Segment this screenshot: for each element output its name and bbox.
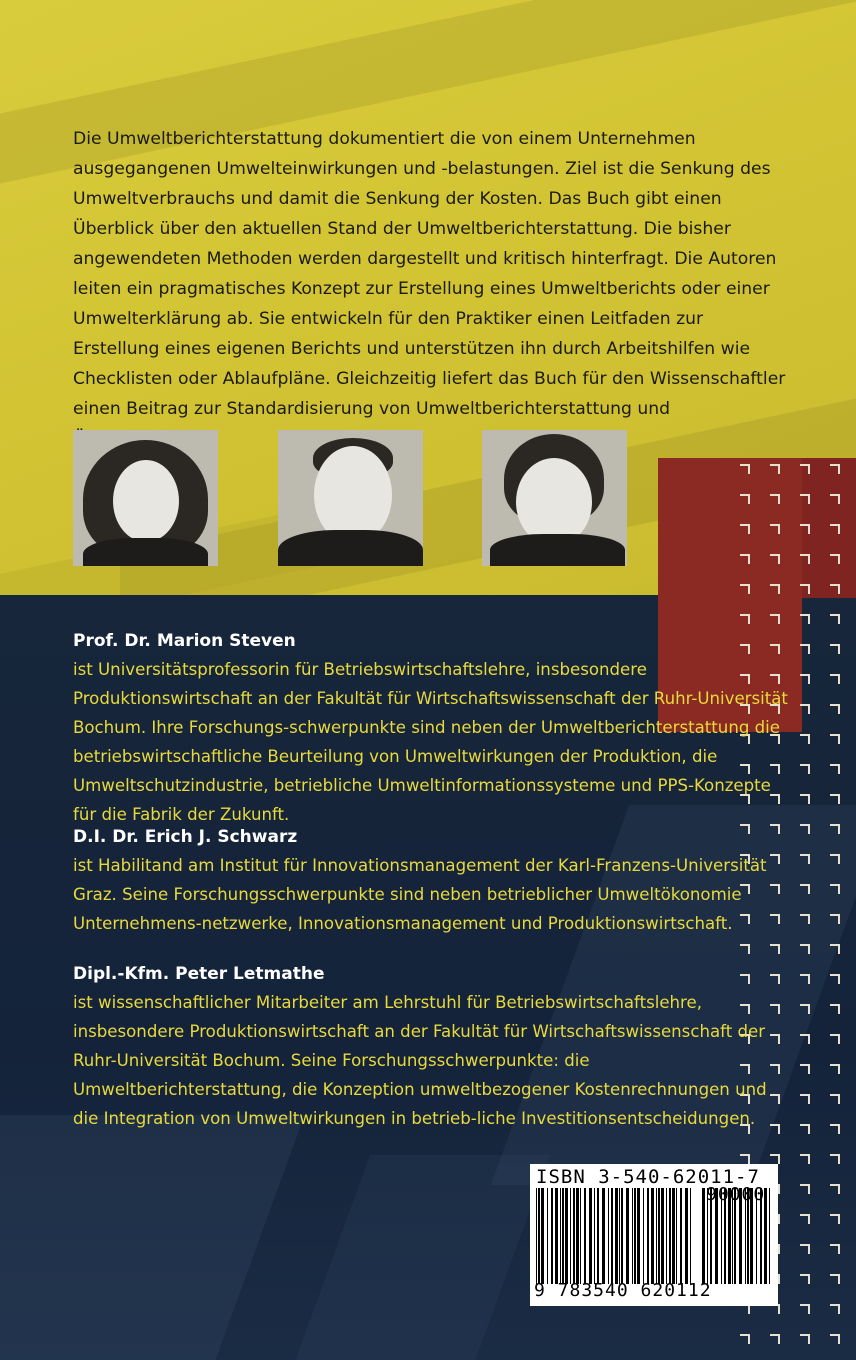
tick-mark bbox=[830, 1244, 840, 1254]
author-bio-2 bbox=[73, 823, 788, 938]
tick-mark bbox=[800, 644, 810, 654]
tick-mark bbox=[830, 614, 840, 624]
barcode-bar bbox=[656, 1188, 657, 1284]
barcode-bar bbox=[611, 1188, 613, 1284]
tick-mark bbox=[800, 554, 810, 564]
author-photo-2 bbox=[278, 430, 423, 566]
tick-mark bbox=[800, 734, 810, 744]
author-bio-text: ist wissenschaftlicher Mitarbeiter am Lehrstuhl für Betriebswirtschaftslehre, insbesondere Produktionswirtschaft an der Fakultät für Wirtschaftswissenschaft der Ruhr-Universität Bochum. Seine Forschungsschwerpunkte: die Umweltberichterstattung, die Konzeption umweltbezogener Kostenrechnungen und die Integration von Umweltwirkungen in betrieb-liche Investitionsentscheidungen. bbox=[73, 993, 767, 1128]
tick-mark bbox=[800, 1154, 810, 1164]
tick-mark bbox=[830, 464, 840, 474]
tick-mark bbox=[830, 1004, 840, 1014]
tick-mark bbox=[740, 1334, 750, 1344]
tick-mark bbox=[830, 1214, 840, 1224]
tick-mark bbox=[830, 704, 840, 714]
barcode-bar bbox=[570, 1188, 571, 1284]
barcode-bar bbox=[702, 1188, 705, 1284]
tick-mark bbox=[800, 704, 810, 714]
tick-mark bbox=[740, 524, 750, 534]
tick-mark bbox=[830, 644, 840, 654]
barcode-bar bbox=[680, 1188, 682, 1284]
tick-mark bbox=[800, 1184, 810, 1194]
barcode-bar bbox=[573, 1188, 575, 1284]
barcode-bar bbox=[565, 1188, 568, 1284]
barcode-bar bbox=[541, 1188, 544, 1284]
tick-mark bbox=[770, 584, 780, 594]
barcode-bar bbox=[643, 1188, 644, 1284]
author-name: Prof. Dr. Marion Steven bbox=[73, 631, 296, 651]
price-code: 90000 bbox=[706, 1184, 766, 1205]
barcode-bar bbox=[769, 1188, 770, 1284]
barcode-bar bbox=[602, 1188, 605, 1284]
barcode-bar bbox=[666, 1188, 667, 1284]
tick-mark bbox=[800, 1034, 810, 1044]
tick-mark bbox=[770, 464, 780, 474]
tick-mark bbox=[770, 494, 780, 504]
barcode-bar bbox=[576, 1188, 579, 1284]
author-bio-1 bbox=[73, 627, 788, 829]
barcode-bar bbox=[619, 1188, 620, 1284]
tick-mark bbox=[770, 1154, 780, 1164]
tick-mark bbox=[830, 1304, 840, 1314]
tick-mark bbox=[830, 1184, 840, 1194]
tick-mark bbox=[800, 824, 810, 834]
tick-mark bbox=[830, 554, 840, 564]
barcode-bar bbox=[647, 1188, 649, 1284]
tick-mark bbox=[800, 1274, 810, 1284]
barcode-bar bbox=[555, 1188, 558, 1284]
tick-mark bbox=[770, 1334, 780, 1344]
tick-mark bbox=[800, 1124, 810, 1134]
tick-mark bbox=[800, 764, 810, 774]
barcode-bar bbox=[669, 1188, 671, 1284]
tick-mark bbox=[830, 914, 840, 924]
tick-mark bbox=[740, 584, 750, 594]
isbn-barcode bbox=[530, 1164, 778, 1306]
ean-number: 9 783540 620112 bbox=[534, 1280, 712, 1301]
tick-mark bbox=[800, 674, 810, 684]
tick-mark bbox=[800, 1334, 810, 1344]
tick-mark bbox=[800, 914, 810, 924]
tick-mark bbox=[770, 614, 780, 624]
barcode-bar bbox=[584, 1188, 586, 1284]
tick-mark bbox=[830, 1124, 840, 1134]
tick-mark bbox=[800, 584, 810, 594]
tick-mark bbox=[740, 494, 750, 504]
isbn-label: ISBN 3-540-62011-7 bbox=[536, 1166, 760, 1188]
tick-mark bbox=[800, 1094, 810, 1104]
blurb-text: Die Umweltberichterstattung dokumentiert die von einem Unternehmen ausgegangenen Umwelteinwirkungen und -belastungen. Ziel ist die Senkung des Umweltverbrauchs und damit die Senkung der Kosten. Das Buch gibt einen Überblick über den aktuellen Stand der Umweltberichterstattung. Die bisher angewendeten Methoden werden dargestellt und kritisch hinterfragt. Die Autoren leiten ein pragmatisches Konzept zur Erstellung eines Umweltberichts oder einer Umwelterklärung ab. Sie entwickeln für den Praktiker einen Leitfaden zur Erstellung eines eigenen Berichts und unterstützen ihn durch Arbeitshilfen wie Checklisten oder Ablaufpläne. Gleichzeitig liefert das Buch für den Wissenschaftler einen Beitrag zur Standardisierung von Umweltberichterstattung und bbox=[73, 129, 786, 419]
author-bio-3 bbox=[73, 960, 788, 1133]
tick-mark bbox=[830, 884, 840, 894]
tick-mark bbox=[800, 464, 810, 474]
barcode-bar bbox=[608, 1188, 609, 1284]
barcode-bar bbox=[676, 1188, 677, 1284]
tick-mark bbox=[770, 524, 780, 534]
tick-mark bbox=[800, 1214, 810, 1224]
tick-mark bbox=[770, 944, 780, 954]
tick-mark bbox=[830, 854, 840, 864]
barcode-bar bbox=[637, 1188, 640, 1284]
author-photo-3 bbox=[482, 430, 627, 566]
barcode-bar bbox=[626, 1188, 629, 1284]
author-name: Dipl.-Kfm. Peter Letmathe bbox=[73, 964, 325, 984]
tick-mark bbox=[800, 854, 810, 864]
tick-mark bbox=[800, 494, 810, 504]
tick-mark bbox=[830, 734, 840, 744]
barcode-bar bbox=[594, 1188, 595, 1284]
tick-mark bbox=[770, 554, 780, 564]
tick-mark bbox=[740, 1154, 750, 1164]
barcode-bar bbox=[634, 1188, 636, 1284]
tick-mark bbox=[800, 974, 810, 984]
tick-mark bbox=[740, 554, 750, 564]
tick-mark bbox=[830, 764, 840, 774]
barcode-bar bbox=[661, 1188, 664, 1284]
barcode-bar bbox=[560, 1188, 561, 1284]
tick-mark bbox=[830, 1064, 840, 1074]
barcode-bar bbox=[547, 1188, 548, 1284]
barcode-bar bbox=[672, 1188, 675, 1284]
tick-mark bbox=[830, 824, 840, 834]
tick-mark bbox=[800, 944, 810, 954]
tick-mark bbox=[800, 1064, 810, 1074]
barcode-bar bbox=[597, 1188, 599, 1284]
tick-mark bbox=[830, 1334, 840, 1344]
barcode-bar bbox=[615, 1188, 618, 1284]
tick-mark bbox=[830, 584, 840, 594]
tick-mark bbox=[830, 494, 840, 504]
barcode-bar bbox=[551, 1188, 553, 1284]
tick-mark bbox=[830, 1034, 840, 1044]
tick-mark bbox=[800, 794, 810, 804]
tick-mark bbox=[830, 974, 840, 984]
barcode-bar bbox=[580, 1188, 581, 1284]
barcode-bar bbox=[538, 1188, 540, 1284]
barcode-bar bbox=[621, 1188, 623, 1284]
barcode-bar bbox=[685, 1188, 688, 1284]
tick-mark bbox=[800, 614, 810, 624]
tick-mark bbox=[800, 1244, 810, 1254]
barcode-bar bbox=[536, 1188, 537, 1284]
barcode-bar bbox=[690, 1188, 691, 1284]
tick-mark bbox=[830, 794, 840, 804]
tick-mark bbox=[830, 524, 840, 534]
author-bio-text: ist Habilitand am Institut für Innovationsmanagement der Karl-Franzens-Universität Graz. Seine Forschungsschwerpunkte sind neben betrieblicher Umweltökonomie Unternehmens-netzwerke, Innovationsmanagement und Produktionswirtschaft. bbox=[73, 856, 767, 933]
barcode-bar bbox=[562, 1188, 564, 1284]
barcode-bar bbox=[589, 1188, 592, 1284]
tick-mark bbox=[740, 614, 750, 624]
tick-mark bbox=[830, 1274, 840, 1284]
author-photo-1 bbox=[73, 430, 218, 566]
tick-mark bbox=[830, 1094, 840, 1104]
tick-mark bbox=[800, 1304, 810, 1314]
author-bio-text: ist Universitätsprofessorin für Betriebswirtschaftslehre, insbesondere Produktionswirtschaft an der Fakultät für Wirtschaftswissenschaft der Ruhr-Universität Bochum. Ihre Forschungs-schwerpunkte sind neben der Umweltberichterstattung die betriebswirtschaftliche Beurteilung von Umweltwirkungen der Produktion, die Umweltschutzindustrie, betriebliche Umweltinformationssysteme und PPS-Konzepte für die Fabrik der Zukunft. bbox=[73, 660, 788, 824]
ean-barcode-bars bbox=[536, 1188, 694, 1284]
author-name: D.I. Dr. Erich J. Schwarz bbox=[73, 827, 298, 847]
tick-mark bbox=[740, 944, 750, 954]
tick-mark bbox=[830, 944, 840, 954]
tick-mark bbox=[830, 1154, 840, 1164]
barcode-bar bbox=[658, 1188, 660, 1284]
tick-mark bbox=[800, 884, 810, 894]
barcode-bar bbox=[632, 1188, 633, 1284]
tick-mark bbox=[800, 524, 810, 534]
tick-mark bbox=[800, 1004, 810, 1014]
tick-mark bbox=[740, 464, 750, 474]
barcode-bar bbox=[651, 1188, 654, 1284]
tick-mark bbox=[830, 674, 840, 684]
